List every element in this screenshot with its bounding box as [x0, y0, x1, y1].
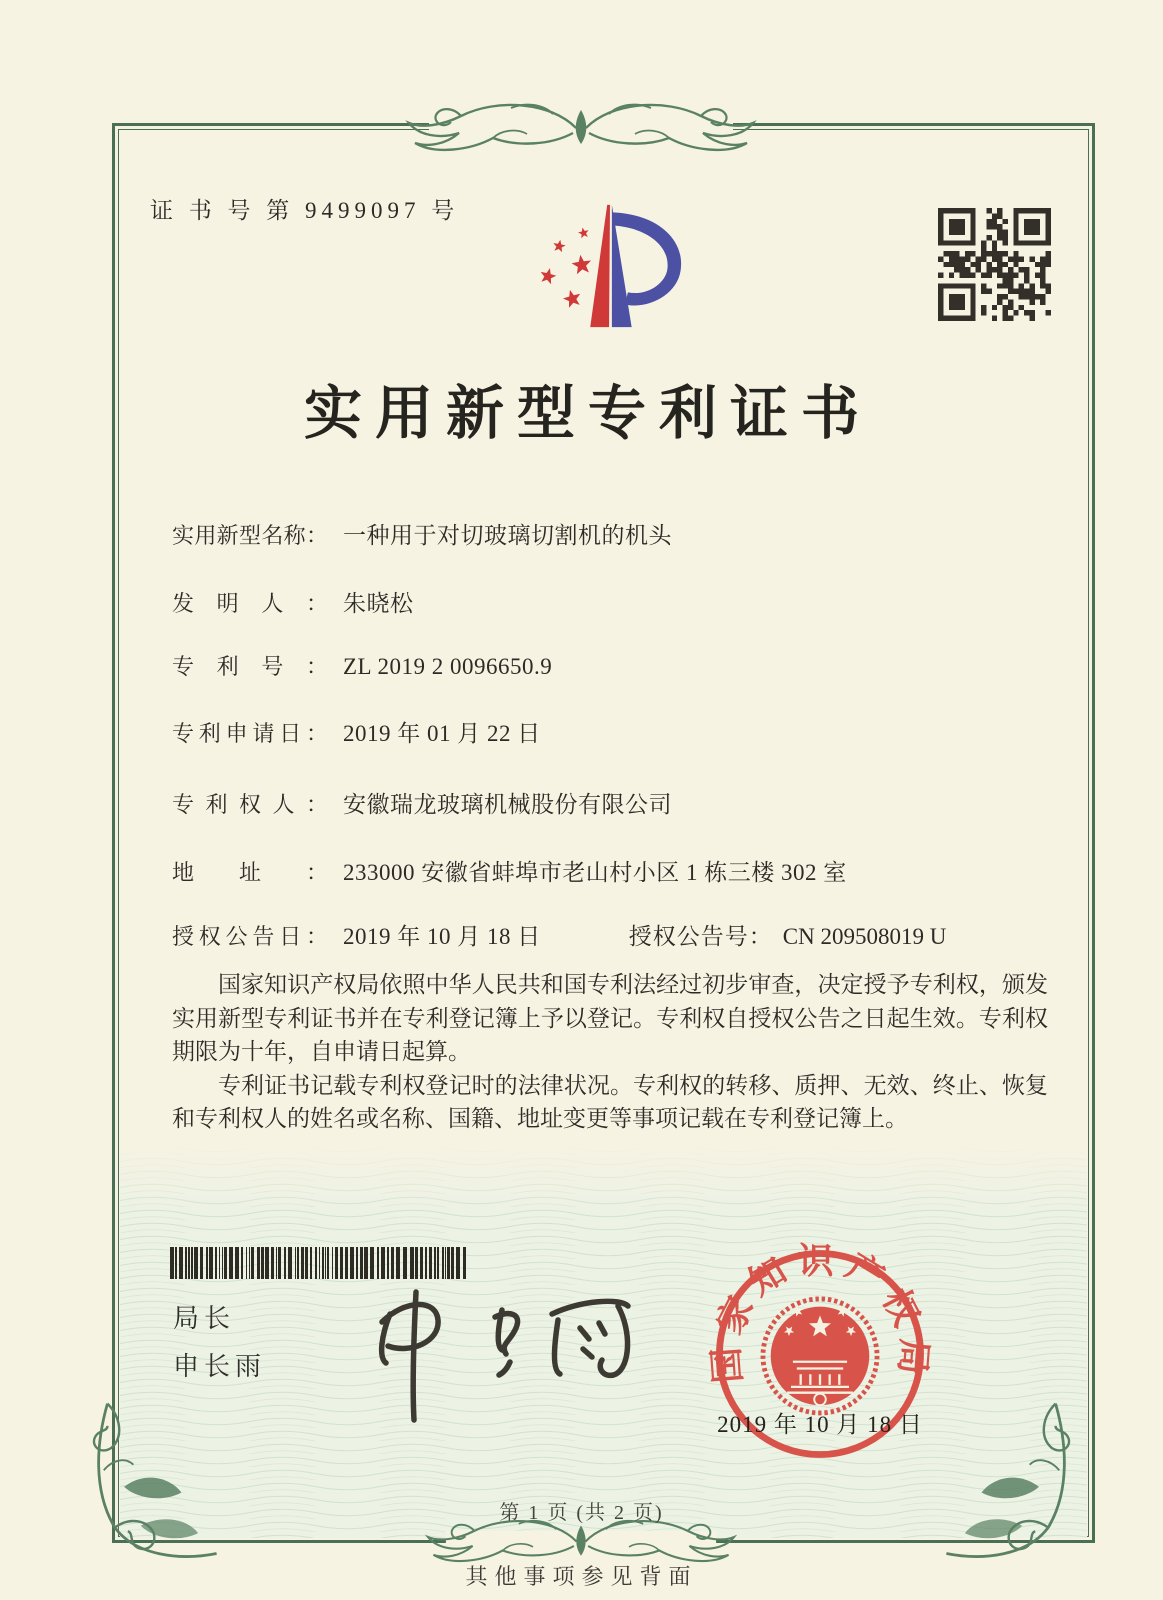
field-label: 授权公告号：: [628, 924, 773, 949]
page-number: 第 1 页 (共 2 页): [499, 1502, 664, 1524]
field-row-address: [172, 854, 1072, 887]
legal-text: [172, 968, 1048, 1136]
national-emblem: [763, 1299, 877, 1413]
field-label: 专利申请日：: [172, 721, 328, 746]
commissioner-title: 局长: [173, 1303, 236, 1333]
back-note: 其他事项参见背面: [465, 1564, 698, 1589]
field-label: 专利权人：: [172, 792, 328, 817]
field-label: 地址：: [172, 860, 328, 885]
field-row-filing-date: [172, 715, 1072, 748]
field-row-grant-date: [172, 918, 1072, 951]
field-value: 安徽瑞龙玻璃机械股份有限公司: [343, 792, 672, 817]
grant-number: [629, 924, 947, 949]
field-value: 一种用于对切玻璃切割机的机头: [343, 523, 672, 548]
field-label: 授权公告日：: [172, 924, 328, 949]
field-row-patentee: [172, 786, 1072, 819]
field-label: 实用新型名称：: [172, 523, 328, 548]
field-label: 专利号：: [172, 654, 328, 679]
field-value: 朱晓松: [343, 591, 414, 616]
top-border-ornament: [401, 88, 761, 160]
certificate-title: 实用新型专利证书: [303, 381, 872, 446]
certificate-number: 证 书 号 第 9499097 号: [150, 198, 460, 223]
seal-ring-text: 国家知识产权局: [705, 1240, 935, 1385]
field-value: 233000 安徽省蚌埠市老山村小区 1 栋三楼 302 室: [343, 860, 847, 885]
field-value: 2019 年 10 月 18 日: [343, 924, 541, 949]
qr-code-icon: [938, 208, 1051, 321]
field-value: CN 209508019 U: [782, 924, 947, 949]
field-row-invention-name: [172, 517, 1072, 550]
field-value: 2019 年 01 月 22 日: [343, 721, 541, 746]
commissioner-name: 申长雨: [173, 1351, 267, 1381]
seal-date: 2019 年 10 月 18 日: [717, 1412, 923, 1437]
corner-flourish-bottom-left: [76, 1382, 261, 1577]
field-value: ZL 2019 2 0096650.9: [343, 654, 553, 679]
paragraph-grant-statement: 国家知识产权局依照中华人民共和国专利法经过初步审查，决定授予专利权，颁发实用新型专利证书并在专利登记簿上予以登记。专利权自授权公告之日起生效。专利权期限为十年，自申请日起算。: [172, 972, 1048, 1064]
guilloche-top-fade: [120, 1142, 1087, 1212]
paragraph-register-statement: 专利证书记载专利权登记时的法律状况。专利权的转移、质押、无效、终止、恢复和专利权人的姓名或名称、国籍、地址变更等事项记载在专利登记簿上。: [172, 1072, 1048, 1131]
signature-shen-changyu: [352, 1262, 642, 1434]
field-row-patent-number: [172, 650, 1072, 681]
field-label: 发明人：: [172, 591, 328, 616]
cnipa-logo-icon: [515, 186, 705, 346]
field-row-inventor: [172, 585, 1072, 618]
